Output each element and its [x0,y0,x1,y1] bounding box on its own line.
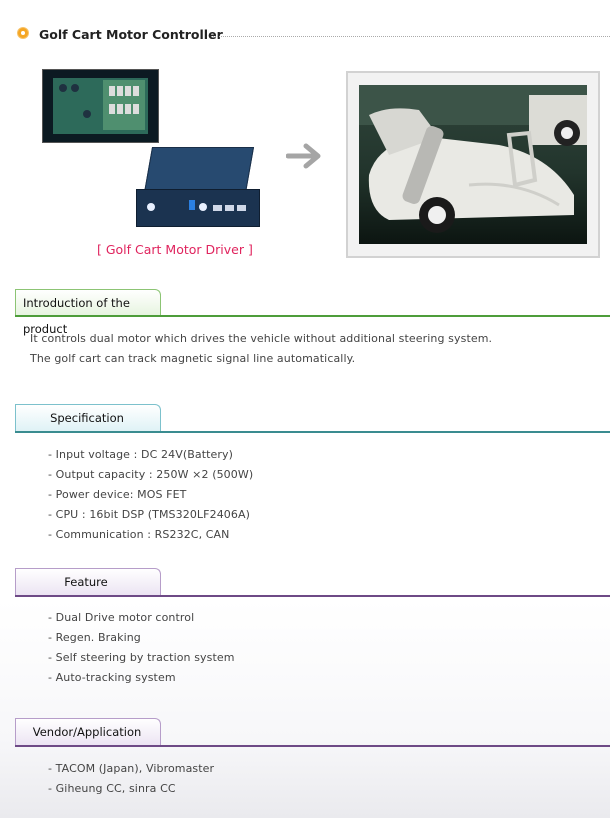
vendor-list [48,759,214,799]
list-item: - Self steering by traction system [48,651,235,664]
list-item: - TACOM (Japan), Vibromaster [48,762,215,775]
page-title: Golf Cart Motor Controller [39,27,223,42]
list-item: - Regen. Braking [48,631,141,644]
list-item: - Auto-tracking system [48,671,176,684]
list-item: - Output capacity : 250W ×2 (500W) [48,468,254,481]
list-item: - Communication : RS232C, CAN [48,528,230,541]
list-item: - Input voltage : DC 24V(Battery) [48,448,234,461]
tab-specification: Specification [15,404,161,431]
title-dotted-divider [211,36,610,37]
introduction-line-1: It controls dual motor which drives the vehicle without additional steering system. [30,332,493,345]
page-title-row [18,26,610,46]
specification-divider [15,431,610,433]
list-item: - Dual Drive motor control [48,611,195,624]
tab-vendor-application: Vendor/Application [15,718,161,745]
golf-cart-photo [359,85,587,244]
vendor-divider [15,745,610,747]
circuit-board-image [42,69,159,143]
golf-cart-photo-frame [346,71,600,258]
introduction-divider [15,315,610,317]
feature-divider [15,595,610,597]
controller-box-image [136,143,260,231]
tab-introduction: Introduction of the product [15,289,161,316]
list-item: - CPU : 16bit DSP (TMS320LF2406A) [48,508,251,521]
product-caption: [ Golf Cart Motor Driver ] [97,242,253,257]
feature-list [48,608,235,688]
orange-bullet-icon [18,28,28,38]
introduction-line-2: The golf cart can track magnetic signal line automatically. [30,352,356,365]
list-item: - Power device: MOS FET [48,488,187,501]
list-item: - Giheung CC, sinra CC [48,782,176,795]
right-arrow-icon [286,141,326,171]
tab-feature: Feature [15,568,161,595]
specification-list [48,445,253,545]
